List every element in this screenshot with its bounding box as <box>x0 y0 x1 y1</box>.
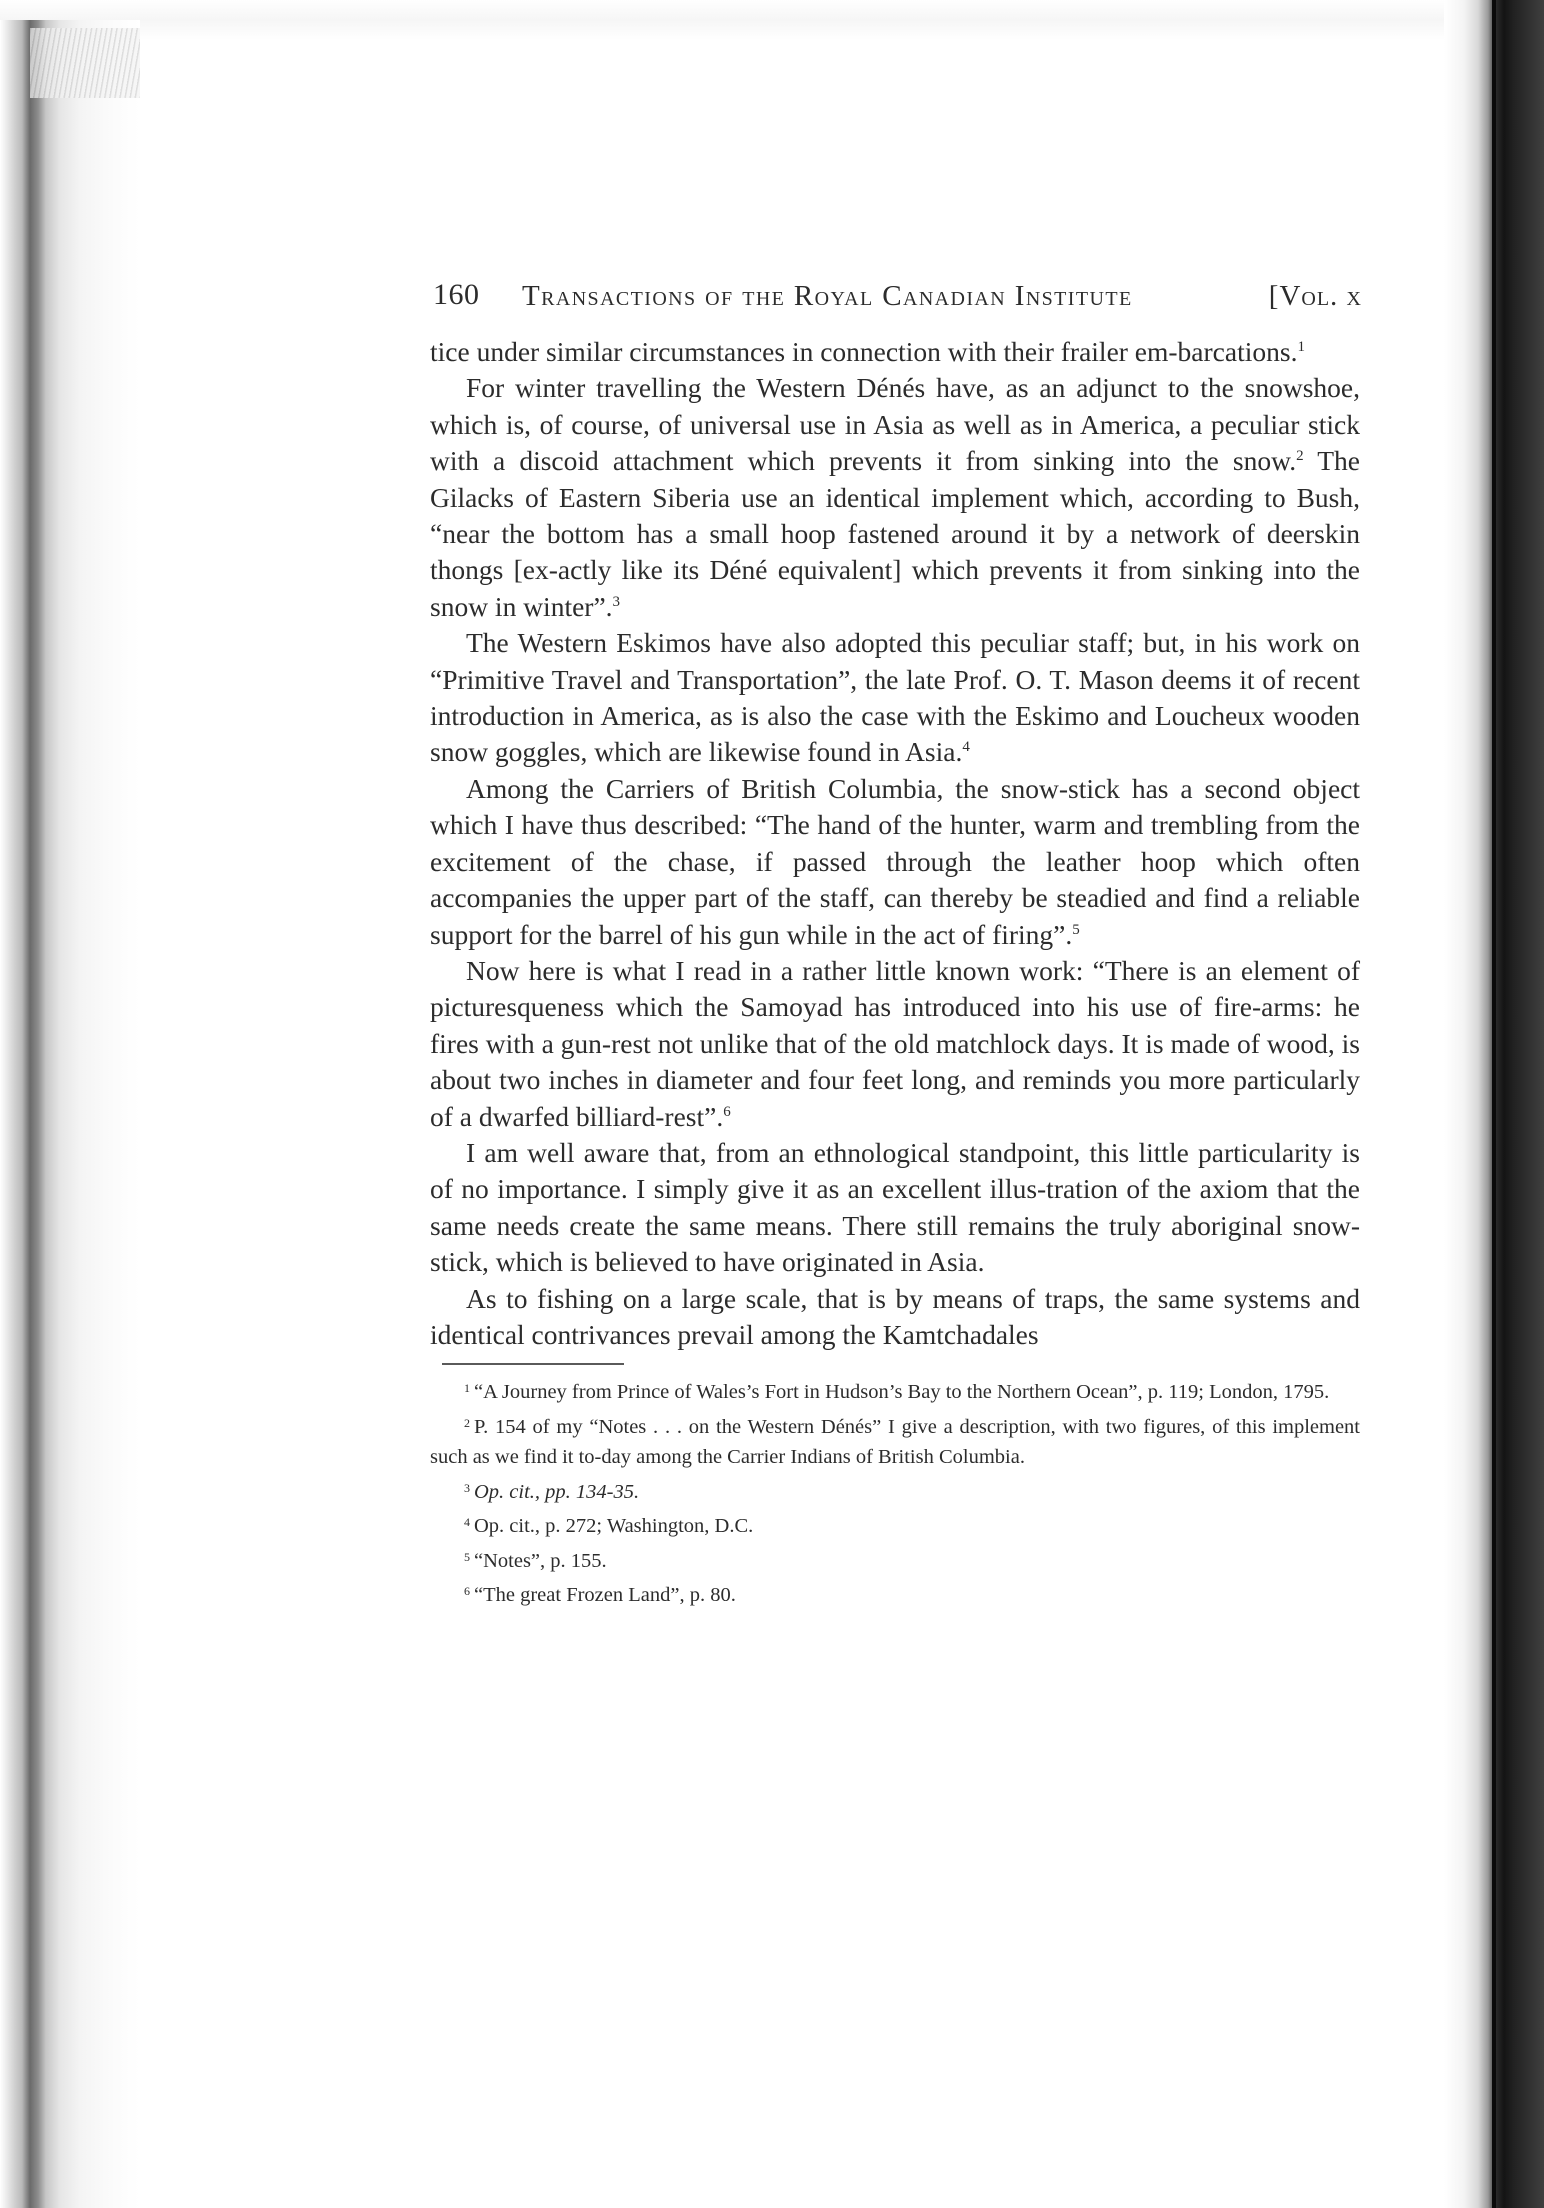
footnote-text: Op. cit., pp. 134-35. <box>474 1480 640 1503</box>
page-number: 160 <box>433 278 480 311</box>
paragraph <box>430 625 1360 771</box>
footnote-mark: 2 <box>464 1415 470 1430</box>
footnote-text: “A Journey from Prince of Wales’s Fort in Hudson’s Bay to the Northern Ocean”, p. 119; London, 1795. <box>474 1381 1330 1404</box>
footnote <box>430 1373 1360 1408</box>
paragraph <box>430 334 1360 370</box>
paragraph <box>430 953 1360 1135</box>
footnote-ref: 1 <box>1297 339 1305 355</box>
page-stack-edge <box>30 28 140 98</box>
paragraph-text: Now here is what I read in a rather little known work: “There is an element of picturesqueness which the Samoyad has introduced into his use of fire-arms: he fires with a gun-rest not unlike that of the old matchlock days. It is made of wood, is about two inches in diameter and four feet long, and reminds you more particularly of a dwarfed billiard-rest”. <box>430 954 1360 1132</box>
volume-label: [Vol. x <box>1268 280 1362 312</box>
footnote-text: “Notes”, p. 155. <box>474 1549 607 1572</box>
footnote-ref: 5 <box>1072 921 1080 938</box>
footnote <box>430 1507 1360 1542</box>
footnote-mark: 4 <box>464 1515 470 1530</box>
paragraph-text: For winter travelling the Western Dénés have, as an adjunct to the snowshoe, which is, of course, of universal use in Asia as well as in America, a peculiar stick with a discoid attachment which prevents it from sinking into the snow. <box>430 372 1360 477</box>
footnote-mark: 1 <box>464 1381 470 1396</box>
paragraph-text: tice under similar circumstances in connection with their frailer em-barcations. <box>430 336 1298 367</box>
footnote-text: Op. cit., p. 272; Washington, D.C. <box>474 1515 754 1538</box>
book-left-edge <box>0 20 140 2208</box>
paragraph-text: I am well aware that, from an ethnological standpoint, this little particularity is of no importance. I simply give it as an excellent illus-tration of the axiom that the same needs create the same means. There still remains the truly aboriginal snow-stick, which is believed to have originated in Asia. <box>430 1136 1360 1278</box>
footnote-ref: 6 <box>723 1103 731 1120</box>
footnote <box>430 1576 1360 1611</box>
body-text <box>430 334 1360 1353</box>
paragraph-text: As to fishing on a large scale, that is by means of traps, the same systems and identical contrivances prevail among the Kamtchadales <box>430 1282 1360 1350</box>
paragraph-text: The Western Eskimos have also adopted this peculiar staff; but, in his work on “Primitive Travel and Transportation”, the late Prof. O. T. Mason deems it of recent introduction in America, as is also the case with the Eskimo and Loucheux wooden snow goggles, which are likewise found in Asia. <box>430 627 1360 768</box>
paragraph <box>430 1135 1360 1281</box>
footnote-text: “The great Frozen Land”, p. 80. <box>474 1584 736 1607</box>
page-content <box>430 272 1360 1611</box>
footnote-ref: 4 <box>962 739 970 756</box>
paragraph <box>430 771 1360 953</box>
footnote-text: P. 154 of my “Notes . . . on the Western Dénés” I give a description, with two figures, of this implement such as we find it to-day among the Carrier Indians of British Columbia. <box>430 1415 1360 1469</box>
footnotes <box>430 1373 1360 1611</box>
book-top-edge <box>0 0 1544 40</box>
footnote-mark: 5 <box>464 1549 470 1564</box>
footnote <box>430 1473 1360 1508</box>
footnote <box>430 1542 1360 1577</box>
binding-shadow <box>1492 0 1496 2208</box>
footnote-ref: 2 <box>1296 448 1304 465</box>
paragraph <box>430 1281 1360 1354</box>
paragraph-text: Among the Carriers of British Columbia, the snow-stick has a second object which I have thus described: “The hand of the hunter, warm and trembling from the excitement of the chase, if passed through the leather hoop which often accompanies the upper part of the staff, can thereby be steadied and find a reliable support for the barrel of his gun while in the act of firing”. <box>430 772 1360 950</box>
footnote <box>430 1408 1360 1473</box>
journal-title: Transactions of the Royal Canadian Institute <box>522 280 1133 312</box>
footnote-mark: 6 <box>464 1584 470 1599</box>
footnote-ref: 3 <box>612 593 621 610</box>
paragraph-text: The Gilacks of Eastern Siberia use an identical implement which, according to Bush, “near the bottom has a small hoop fastened around it by a network of deerskin thongs [ex-actly like its Déné equivalent] which prevents it from sinking into the snow in winter”. <box>430 445 1360 622</box>
running-head <box>430 272 1360 318</box>
footnote-rule <box>442 1363 624 1365</box>
footnote-mark: 3 <box>464 1480 470 1495</box>
paragraph <box>430 370 1360 625</box>
